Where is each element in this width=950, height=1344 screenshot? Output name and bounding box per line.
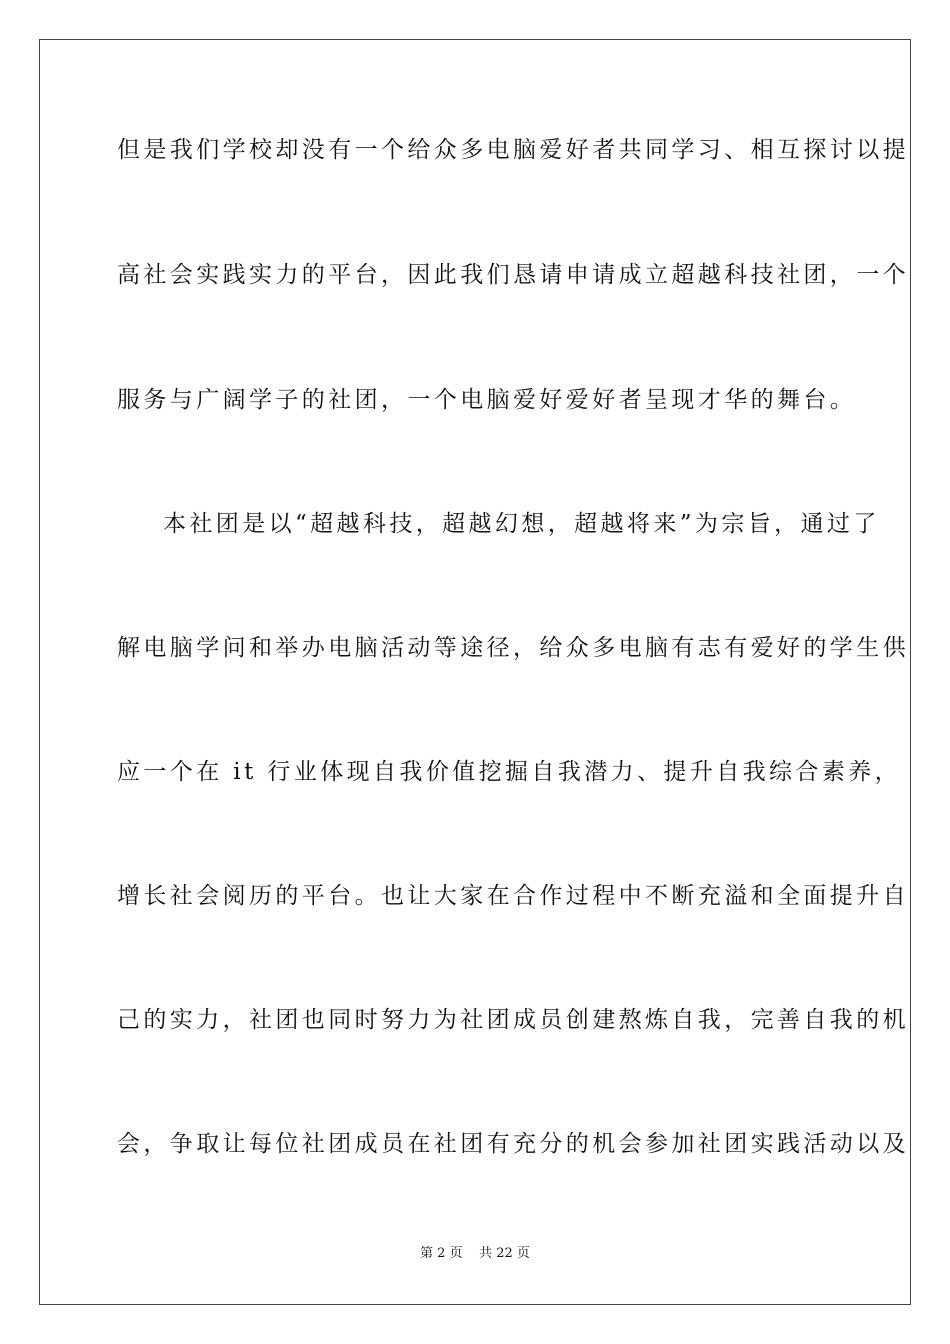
page-footer xyxy=(0,1245,950,1263)
paragraph-2-line-4: 增长社会阅历的平台。也让大家在合作过程中不断充溢和全面提升自 xyxy=(117,883,909,909)
page-number: 第 2 页 xyxy=(420,1246,463,1261)
page-total: 共 22 页 xyxy=(479,1246,530,1261)
paragraph-1-line-3: 服务与广阔学子的社团，一个电脑爱好爱好者呈现才华的舞台。 xyxy=(117,387,857,413)
paragraph-1-line-2: 高社会实践实力的平台，因此我们恳请申请成立超越科技社团，一个 xyxy=(117,262,909,288)
paragraph-2-line-5: 己的实力，社团也同时努力为社团成员创建熬炼自我，完善自我的机 xyxy=(117,1007,909,1033)
paragraph-1-line-1: 但是我们学校却没有一个给众多电脑爱好者共同学习、相互探讨以提 xyxy=(117,137,909,163)
page-border xyxy=(39,39,911,1305)
paragraph-2-line-2: 解电脑学问和举办电脑活动等途径，给众多电脑有志有爱好的学生供 xyxy=(117,635,909,661)
paragraph-2-line-1: 本社团是以“超越科技，超越幻想，超越将来”为宗旨，通过了 xyxy=(163,511,880,537)
paragraph-2-line-6: 会，争取让每位社团成员在社团有充分的机会参加社团实践活动以及 xyxy=(117,1131,909,1157)
paragraph-2-line-3: 应一个在 it 行业体现自我价值挖掘自我潜力、提升自我综合素养， xyxy=(117,759,902,785)
